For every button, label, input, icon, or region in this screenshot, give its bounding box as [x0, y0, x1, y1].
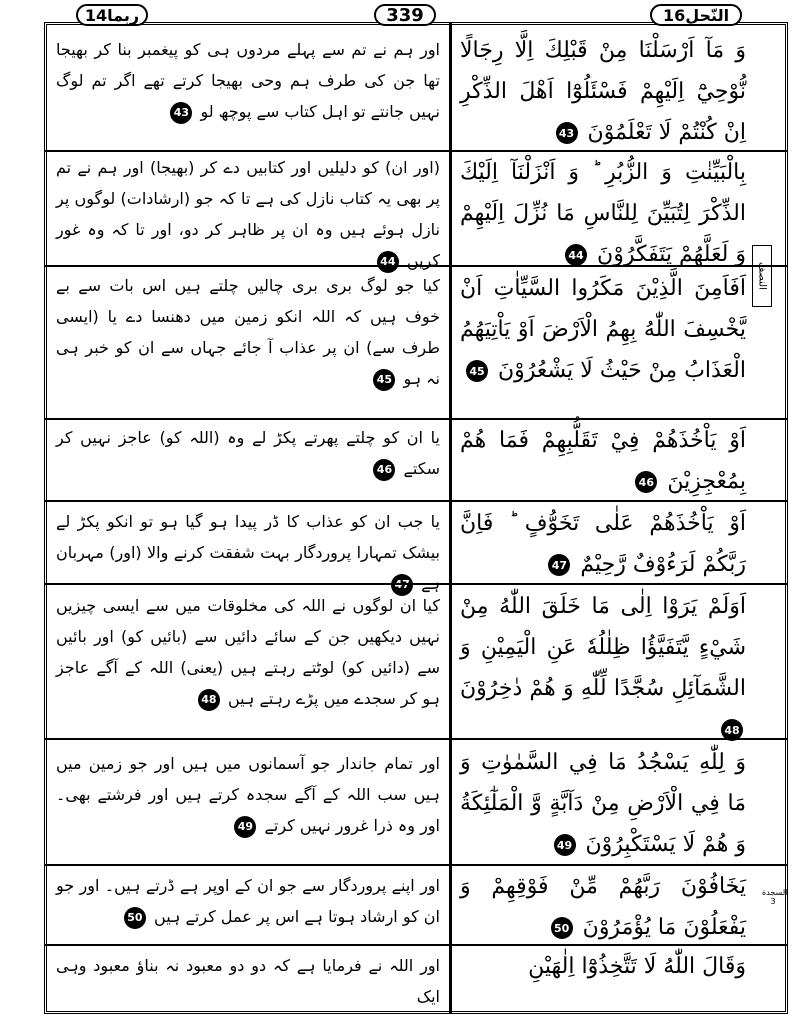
urdu-text: کیا جو لوگ بری بری چالیں چلتے ہیں اس بات سے بے خوف ہیں کہ اللہ انکو زمین میں دھنسا دے یا (ایسی طرف سے) ان پر عذاب آ جائے جہاں سے ان کو خبر ہی نہ ہو: [56, 276, 440, 388]
verse-urdu: [50, 34, 446, 146]
verse-number-icon: 49: [234, 816, 256, 838]
urdu-text: اور اپنے پروردگار سے جو ان کے اوپر ہے ڈرتے ہیں۔ اور جو ان کو ارشاد ہوتا ہے اس پر عمل کرتے ہیں: [56, 876, 440, 926]
arabic-text: بِالْبَيِّنٰتِ وَ الزُّبُرِ ؕ وَ اَنْزَلْنَآ اِلَيْكَ الذِّكْرَ لِتُبَيِّنَ لِلنَّاسِ مَا نُزِّلَ اِلَيْهِمْ وَ لَعَلَّهُمْ يَتَفَكَّرُوْنَ: [460, 160, 746, 267]
verse-number-icon: 50: [551, 917, 573, 939]
row-separator: [44, 738, 788, 740]
verse-number-icon: 50: [124, 907, 146, 929]
verse-arabic: [454, 946, 752, 990]
verse-number-icon: 44: [377, 251, 399, 273]
arabic-text: وَ مَآ اَرْسَلْنَا مِنْ قَبْلِكَ اِلَّا رِجَالًا نُّوْحِيْٓ اِلَيْهِمْ فَسْئَلُوْٓا اَهْلَ الذِّكْرِ اِنْ كُنْتُمْ لَا تَعْلَمُوْنَ: [460, 38, 746, 145]
verse-number-icon: 47: [548, 554, 570, 576]
verse-urdu: [50, 152, 446, 270]
verse-urdu: [50, 590, 446, 734]
verse-number-icon: 46: [373, 459, 395, 481]
urdu-text: کیا ان لوگوں نے اللہ کی مخلوقات میں سے ایسی چیزیں نہیں دیکھیں جن کے سائے دائیں سے (بائیں کو) اور بائیں سے (دائیں کو) لوٹتے رہتے ہیں (یعنی) اللہ کے آگے عاجز ہو کر سجدے میں پڑے رہتے ہیں: [56, 596, 440, 708]
arabic-text: اَوَلَمْ يَرَوْا اِلٰى مَا خَلَقَ اللّٰهُ مِنْ شَيْءٍ يَّتَفَيَّؤُا ظِلٰلُهٗ عَنِ الْيَمِيْنِ وَ الشَّمَآئِلِ سُجَّدًا لِّلّٰهِ وَ هُمْ دٰخِرُوْنَ: [460, 594, 746, 701]
arabic-text: اَفَاَمِنَ الَّذِيْنَ مَكَرُوا السَّيِّاٰتِ اَنْ يَّخْسِفَ اللّٰهُ بِهِمُ الْاَرْضَ اَوْ يَاْتِيَهُمُ الْعَذَابُ مِنْ حَيْثُ لَا يَشْعُرُوْنَ: [460, 276, 746, 383]
page-number: 339: [374, 4, 436, 26]
verse-arabic: [454, 742, 752, 860]
verse-number-icon: 43: [556, 122, 578, 144]
verse-number-icon: 45: [373, 369, 395, 391]
urdu-text: یا جب ان کو عذاب کا ڈر پیدا ہو گیا ہو تو انکو پکڑ لے بیشک تمہارا پروردگار بہت شفقت کرنے والا (اور) مہربان ہے: [56, 512, 440, 593]
verse-number-icon: 44: [565, 244, 587, 266]
verse-arabic: [454, 30, 752, 148]
arabic-text: وَ لِلّٰهِ يَسْجُدُ مَا فِي السَّمٰوٰتِ وَ مَا فِي الْاَرْضِ مِنْ دَآبَّةٍ وَّ الْمَلٰٓئِكَةُ وَ هُمْ لَا يَسْتَكْبِرُوْنَ: [460, 750, 746, 857]
verse-urdu: [50, 506, 446, 593]
verse-number-icon: 47: [391, 574, 413, 596]
arabic-text: اَوْ يَاْخُذَهُمْ فِيْ تَقَلُّبِهِمْ فَمَا هُمْ بِمُعْجِزِيْنَ: [460, 428, 746, 494]
verse-arabic: [454, 866, 752, 942]
arabic-text: اَوْ يَاْخُذَهُمْ عَلٰى تَخَوُّفٍ ؕ فَاِنَّ رَبَّكُمْ لَرَءُوْفٌ رَّحِيْمٌ: [460, 511, 746, 577]
verse-arabic: [454, 420, 752, 498]
verse-urdu: [50, 950, 446, 1006]
surah-label: النّحل16: [650, 4, 742, 26]
verse-number-icon: 43: [170, 102, 192, 124]
verse-arabic: [454, 268, 752, 418]
section-marker: النصف: [752, 245, 772, 307]
urdu-text: اور اللہ نے فرمایا ہے کہ دو دو معبود نہ بناؤ معبود وہی ایک: [56, 956, 440, 1006]
arabic-text: يَخَافُوْنَ رَبَّهُمْ مِّنْ فَوْقِهِمْ وَ يَفْعَلُوْنَ مَا يُؤْمَرُوْنَ: [460, 874, 746, 940]
row-separator: [44, 265, 788, 267]
urdu-text: (اور ان) کو دلیلیں اور کتابیں دے کر (بھیجا) اور ہم نے تم پر بھی یہ کتاب نازل کی ہے تا کہ جو (ارشادات) لوگوں پر نازل ہوئے ہیں وہ ان پر ظاہر کر دو، اور تا کہ وہ غور کریں: [56, 158, 440, 270]
sajda-marker: السجدة 3: [762, 888, 788, 906]
verse-urdu: [50, 270, 446, 416]
row-separator: [44, 500, 788, 502]
verse-arabic: [454, 152, 752, 270]
urdu-text: یا ان کو چلتے پھرتے پکڑ لے وہ (اللہ کو) عاجز نہیں کر سکتے: [56, 428, 440, 478]
urdu-text: اور ہم نے تم سے پہلے مردوں ہی کو پیغمبر بنا کر بھیجا تھا جن کی طرف ہم وحی بھیجا کرتے تھے اگر تم لوگ نہیں جانتے تو اہل کتاب سے پوچھ لو: [56, 40, 440, 121]
arabic-text: وَقَالَ اللّٰهُ لَا تَتَّخِذُوْٓا اِلٰهَيْنِ: [528, 954, 746, 979]
verse-urdu: [50, 748, 446, 860]
juz-label: ربما14: [76, 4, 148, 26]
verse-number-icon: 48: [721, 719, 743, 741]
verse-arabic: [454, 586, 752, 737]
verse-number-icon: 48: [198, 689, 220, 711]
verse-urdu: [50, 870, 446, 942]
verse-arabic: [454, 503, 752, 583]
verse-urdu: [50, 422, 446, 496]
urdu-text: اور تمام جاندار جو آسمانوں میں ہیں اور جو زمین میں ہیں سب اللہ کے آگے سجدہ کرتے ہیں اور فرشتے بھی۔ اور وہ ذرا غرور نہیں کرتے: [56, 754, 440, 835]
verse-number-icon: 49: [554, 834, 576, 856]
verse-number-icon: 46: [635, 471, 657, 493]
row-separator: [44, 583, 788, 585]
verse-number-icon: 45: [466, 360, 488, 382]
